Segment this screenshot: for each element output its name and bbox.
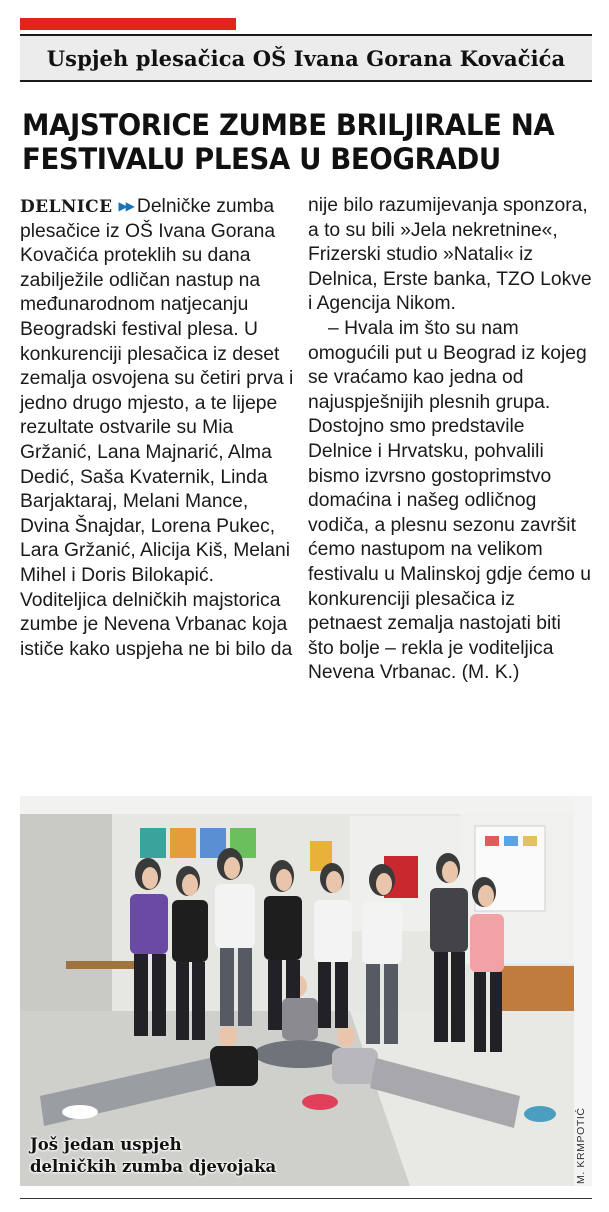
kicker-banner xyxy=(20,34,592,82)
dateline: DELNICE xyxy=(20,197,113,217)
bottom-divider xyxy=(20,1198,592,1199)
group-photo xyxy=(20,796,574,1186)
caption-line: delničkih zumba djevojaka xyxy=(30,1157,277,1176)
article-column-2 xyxy=(308,194,592,686)
kicker-text: Uspjeh plesačica OŠ Ivana Gorana Kovačića xyxy=(46,45,566,71)
double-arrow-icon: ▶▶ xyxy=(118,199,133,213)
article-headline: MAJSTORICE ZUMBE BRILJIRALE NA FESTIVALU PLESA U BEOGRADU xyxy=(22,108,555,176)
article-paragraph: nije bilo razumijevanja sponzora, a to su bili »Jela nekretnine«, Frizerski studio »Natali« iz Delnica, Erste banka, TZO Lokve i Agencija Nikom. xyxy=(308,195,592,315)
photo-credit: M. KRMPOTIĆ xyxy=(575,1107,587,1184)
caption-line: Još jedan uspjeh xyxy=(30,1135,182,1154)
photo-caption xyxy=(30,1134,276,1178)
quote-paragraph: – Hvala im što su nam omogućili put u Beograd iz kojeg se vraćamo kao jedna od najuspješnijih plesnih grupa. Dostojno smo predstavile Delnice i Hrvatsku, pohvalili bismo izvrsno gostoprimstvo domaćina i našeg odličnog vodiča, a plesnu sezonu završit ćemo nastupom na velikom festivalu u Malinskoj gdje ćemo u konkurenciji plesačica iz petnaest zemalja nastojati biti što bolje – rekla je voditeljica Nevena Vrbanac. (M. K.) xyxy=(308,317,591,684)
lead-text: Delničke zumba plesačice iz OŠ Ivana Gorana Kovačića proteklih su dana zabilježile odličan nastup na međunarodnom natjecanju Beogradski festival plesa. U konkurenciji plesačica iz deset zemalja osvojena su četiri prva i jedno drugo mjesto, a te lijepe rezultate ostvarile su Mia Gržanić, Lana Majnarić, Alma Dedić, Saša Kvaternik, Linda Barjaktaraj, Melani Mance, Dvina Šnajdar, Lorena Pukec, Lara Gržanić, Alicija Kiš, Melani Mihel i Doris Bilokapić. Voditeljica delničkih majstorica zumbe je Nevena Vrbanac koja ističe kako uspjeha ne bi bilo da xyxy=(20,196,294,660)
article-paragraph xyxy=(20,194,296,662)
section-accent-bar xyxy=(20,18,236,30)
article-column-1 xyxy=(20,194,296,662)
